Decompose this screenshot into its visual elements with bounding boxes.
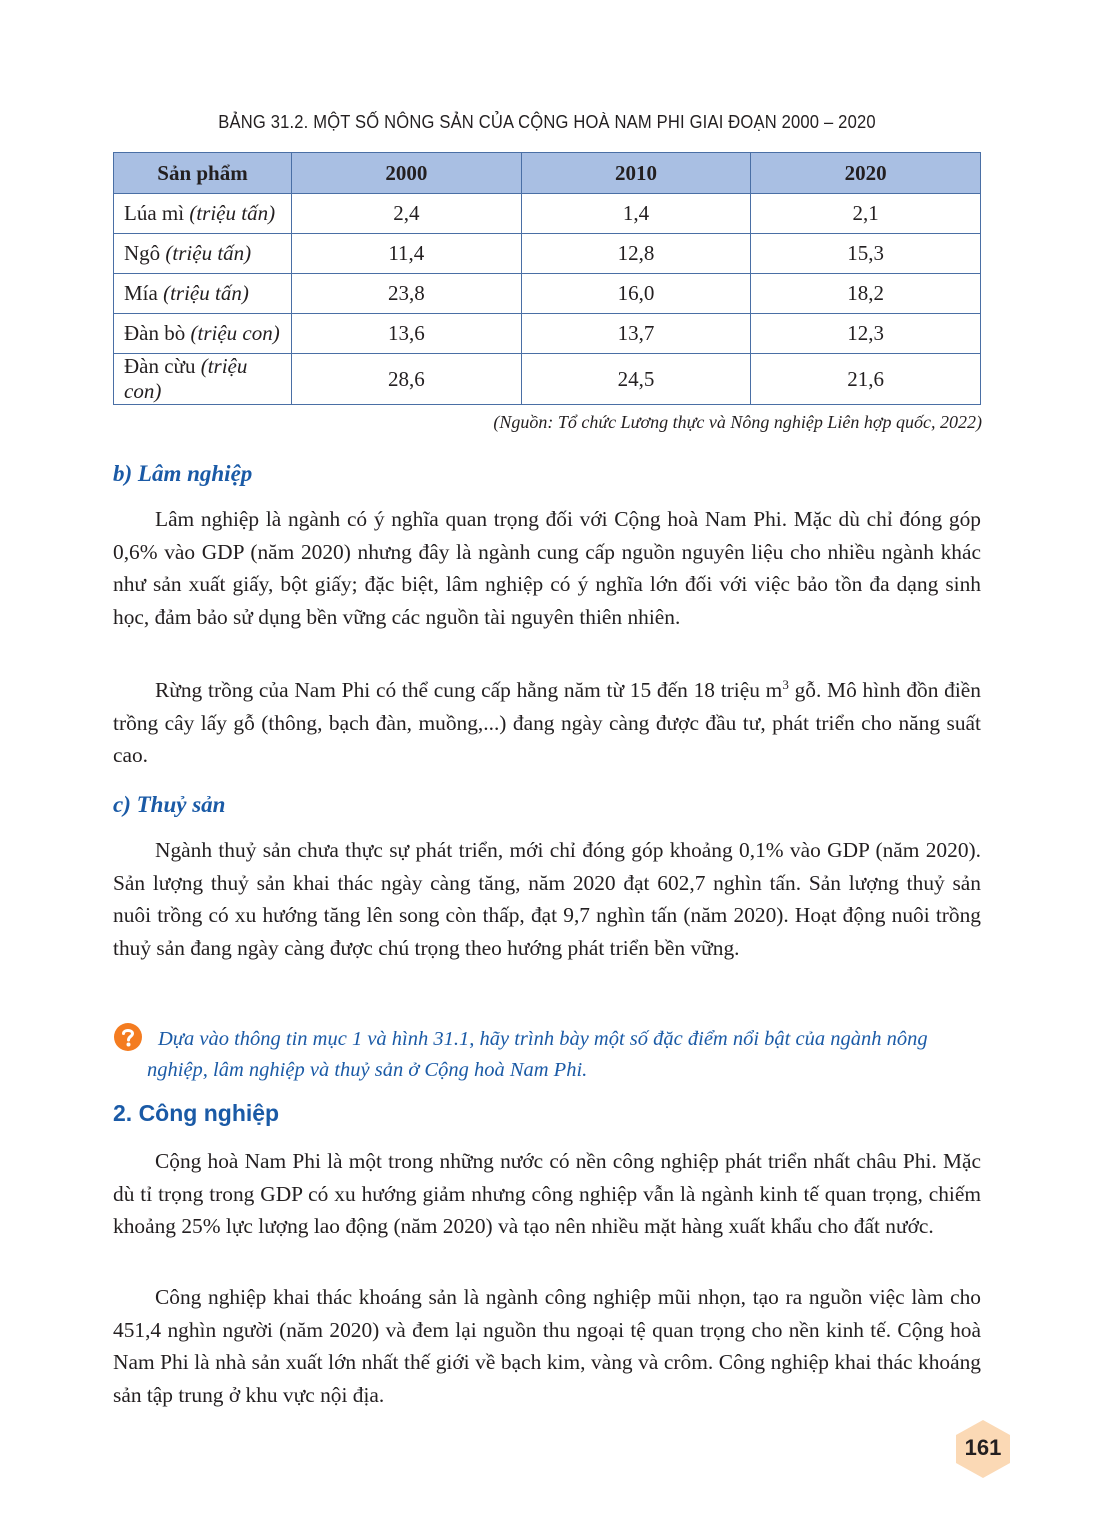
product-name: Đàn bò (124, 321, 186, 345)
value-cell: 15,3 (751, 234, 981, 274)
product-unit: (triệu tấn) (189, 201, 276, 225)
paragraph-industry-2: Công nghiệp khai thác khoáng sản là ngành công nghiệp mũi nhọn, tạo ra nguồn việc làm cho 451,4 nghìn người (năm 2020) và đem lại nguồn thu ngoại tệ quan trọng cho nền kinh tế. Cộng hoà Nam Phi là nhà sản xuất lớn nhất thế giới về bạch kim, vàng và crôm. Công nghiệp khai thác khoáng sản tập trung ở khu vực nội địa. (113, 1285, 981, 1407)
product-unit: (triệu tấn) (163, 281, 249, 305)
question-icon (113, 1022, 143, 1052)
product-cell (114, 314, 292, 354)
header-year: 2020 (751, 153, 981, 194)
value-cell: 1,4 (521, 194, 751, 234)
header-year: 2010 (521, 153, 751, 194)
paragraph-forestry-1: Lâm nghiệp là ngành có ý nghĩa quan trọng đối với Cộng hoà Nam Phi. Mặc dù chỉ đóng góp 0,6% vào GDP (năm 2020) nhưng đây là ngành cung cấp nguồn nguyên liệu cho nhiều ngành khác như sản xuất giấy, bột giấy; đặc biệt, lâm nghiệp có ý nghĩa lớn đối với việc bảo tồn đa dạng sinh học, đảm bảo sử dụng bền vững các nguồn tài nguyên thiên nhiên. (113, 507, 981, 629)
value-cell: 16,0 (521, 274, 751, 314)
table-row (114, 194, 981, 234)
table-row (114, 314, 981, 354)
value-cell: 13,6 (292, 314, 522, 354)
value-cell: 28,6 (292, 354, 522, 405)
page-number: 161 (964, 1435, 1002, 1460)
table-title: BẢNG 31.2. MỘT SỐ NÔNG SẢN CỦA CỘNG HOÀ NAM PHI GIAI ĐOẠN 2000 – 2020 (218, 112, 876, 132)
paragraph-industry-1: Cộng hoà Nam Phi là một trong những nước có nền công nghiệp phát triển nhất châu Phi. Mặc dù tỉ trọng trong GDP có xu hướng giảm nhưng công nghiệp vẫn là ngành kinh tế quan trọng, chiếm khoảng 25% lực lượng lao động (năm 2020) và tạo nên nhiều mặt hàng xuất khẩu cho đất nước. (113, 1149, 981, 1238)
text-segment: Rừng trồng của Nam Phi có thể cung cấp hằng năm từ 15 đến 18 triệu m (155, 678, 783, 702)
paragraph-forestry-2 (113, 674, 981, 772)
product-unit: (triệu con) (190, 321, 280, 345)
value-cell: 21,6 (751, 354, 981, 405)
value-cell: 2,4 (292, 194, 522, 234)
table-row (114, 354, 981, 405)
heading-industry: 2. Công nghiệp (113, 1100, 280, 1126)
question-text: Dựa vào thông tin mục 1 và hình 31.1, hãy trình bày một số đặc điểm nổi bật của ngành nông nghiệp, lâm nghiệp và thuỷ sản ở Cộng hoà Nam Phi. (147, 1028, 928, 1081)
product-cell (114, 234, 292, 274)
product-name: Ngô (124, 241, 161, 265)
table-row (114, 274, 981, 314)
product-cell (114, 354, 292, 405)
header-year: 2000 (292, 153, 522, 194)
product-cell (114, 274, 292, 314)
value-cell: 23,8 (292, 274, 522, 314)
paragraph-fisheries: Ngành thuỷ sản chưa thực sự phát triển, mới chỉ đóng góp khoảng 0,1% vào GDP (năm 2020). Sản lượng thuỷ sản khai thác ngày càng tăng, năm 2020 đạt 602,7 nghìn tấn. Sản lượng thuỷ sản nuôi trồng có xu hướng tăng lên song còn thấp, đạt 9,7 nghìn tấn (năm 2020). Hoạt động nuôi trồng thuỷ sản đang ngày càng được chú trọng theo hướng phát triển bền vững. (113, 838, 981, 960)
value-cell: 11,4 (292, 234, 522, 274)
value-cell: 24,5 (521, 354, 751, 405)
product-name: Mía (124, 281, 158, 305)
value-cell: 18,2 (751, 274, 981, 314)
heading-fisheries: c) Thuỷ sản (113, 792, 226, 817)
table-row (114, 234, 981, 274)
product-name: Lúa mì (124, 201, 185, 225)
value-cell: 2,1 (751, 194, 981, 234)
product-cell (114, 194, 292, 234)
heading-forestry: b) Lâm nghiệp (113, 461, 253, 486)
header-product: Sản phẩm (114, 153, 292, 194)
agriculture-table (113, 152, 981, 405)
text-segment: gỗ. Mô hình đồn điền trồng cây lấy gỗ (thông, bạch đàn, muồng,...) đang ngày càng được đầu tư, phát triển cho năng suất cao. (113, 678, 981, 767)
value-cell: 12,8 (521, 234, 751, 274)
value-cell: 13,7 (521, 314, 751, 354)
value-cell: 12,3 (751, 314, 981, 354)
product-name: Đàn cừu (124, 354, 196, 378)
superscript: 3 (782, 676, 789, 692)
product-unit: (triệu tấn) (165, 241, 252, 265)
table-header-row (114, 153, 981, 194)
product-unit: (triệu con) (124, 354, 248, 403)
table-source: (Nguồn: Tổ chức Lương thực và Nông nghiệp Liên hợp quốc, 2022) (493, 412, 982, 432)
